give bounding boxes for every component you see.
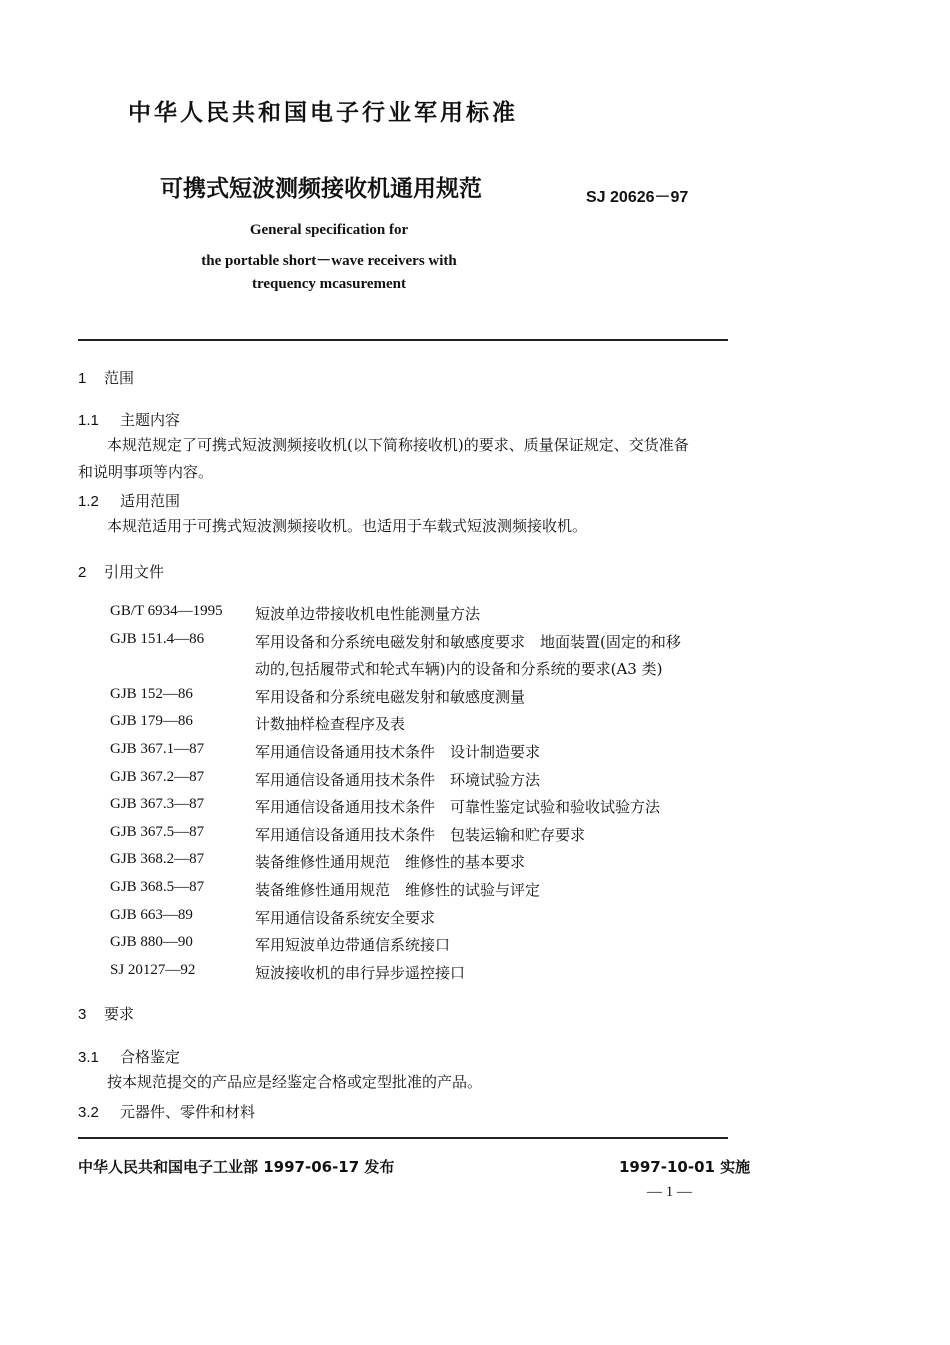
section-3-2-heading <box>78 1101 255 1122</box>
doc-title-cn: 可携式短波测频接收机通用规范 <box>160 176 482 202</box>
section-title: 范围 <box>104 369 135 387</box>
section-1-1-heading <box>78 409 180 430</box>
section-1-1-text-line-1: 本规范规定了可携式短波测频接收机(以下简称接收机)的要求、质量保证规定、交货准备 <box>107 436 689 454</box>
reference-code: GJB 880—90 <box>110 934 193 950</box>
doc-code: SJ 20626－97 <box>586 189 689 206</box>
footer-rule <box>78 1137 728 1139</box>
reference-title: 军用通信设备通用技术条件 环境试验方法 <box>255 771 541 789</box>
reference-title: 军用设备和分系统电磁发射和敏感度测量 <box>255 688 526 706</box>
reference-title: 装备维修性通用规范 维修性的基本要求 <box>255 853 526 871</box>
reference-code: GJB 151.4—86 <box>110 631 205 647</box>
doc-title-en-line-3: trequency mcasurement <box>252 276 406 292</box>
section-number: 1.2 <box>78 493 99 510</box>
section-number: 3 <box>78 1006 87 1023</box>
section-title: 适用范围 <box>120 492 181 510</box>
section-title: 引用文件 <box>104 563 165 581</box>
section-1-2-text: 本规范适用于可携式短波测频接收机。也适用于车载式短波测频接收机。 <box>107 517 588 535</box>
reference-code: GJB 663—89 <box>110 907 193 923</box>
section-title: 元器件、零件和材料 <box>120 1103 256 1121</box>
reference-title: 计数抽样检查程序及表 <box>255 715 406 733</box>
reference-title: 军用通信设备通用技术条件 可靠性鉴定试验和验收试验方法 <box>255 798 661 816</box>
section-number: 3.1 <box>78 1049 99 1066</box>
section-3-1-text: 按本规范提交的产品应是经鉴定合格或定型批准的产品。 <box>107 1073 483 1091</box>
reference-code: GJB 367.2—87 <box>110 769 205 785</box>
section-title: 要求 <box>104 1005 135 1023</box>
reference-code: GJB 367.5—87 <box>110 824 205 840</box>
standard-name: 中华人民共和国电子行业军用标准 <box>128 100 518 126</box>
section-1-1-text-line-2: 和说明事项等内容。 <box>78 463 214 481</box>
doc-title-en-line-1: General specification for <box>249 222 409 238</box>
reference-title: 短波接收机的串行异步遥控接口 <box>255 964 466 982</box>
section-1-2-heading <box>78 490 180 511</box>
issue-date: 中华人民共和国电子工业部 1997-06-17 发布 <box>78 1158 395 1176</box>
page-number: — 1 — <box>647 1184 692 1200</box>
section-number: 3.2 <box>78 1104 99 1121</box>
reference-title: 军用通信设备通用技术条件 包装运输和贮存要求 <box>255 826 586 844</box>
section-number: 2 <box>78 564 87 581</box>
reference-code: SJ 20127—92 <box>110 962 196 978</box>
reference-title: 军用通信设备通用技术条件 设计制造要求 <box>255 743 541 761</box>
section-3-heading <box>78 1003 134 1024</box>
reference-title: 短波单边带接收机电性能测量方法 <box>255 605 481 623</box>
doc-title-en-line-2: the portable short－wave receivers with <box>201 253 457 269</box>
reference-code: GJB 179—86 <box>110 713 193 729</box>
section-3-1-heading <box>78 1046 180 1067</box>
reference-code: GJB 368.2—87 <box>110 851 205 867</box>
section-title: 合格鉴定 <box>120 1048 181 1066</box>
section-number: 1.1 <box>78 412 99 429</box>
section-title: 主题内容 <box>120 411 181 429</box>
reference-code: GB/T 6934—1995 <box>110 603 223 619</box>
reference-code: GJB 367.1—87 <box>110 741 205 757</box>
section-number: 1 <box>78 370 87 387</box>
reference-title: 军用通信设备系统安全要求 <box>255 909 436 927</box>
reference-code: GJB 367.3—87 <box>110 796 205 812</box>
reference-title: 动的,包括履带式和轮式车辆)内的设备和分系统的要求(A3 类) <box>255 660 663 678</box>
reference-title: 军用设备和分系统电磁发射和敏感度要求 地面装置(固定的和移 <box>255 633 681 651</box>
reference-title: 军用短波单边带通信系统接口 <box>255 936 451 954</box>
reference-title: 装备维修性通用规范 维修性的试验与评定 <box>255 881 541 899</box>
section-2-heading <box>78 561 164 582</box>
header-rule <box>78 339 728 341</box>
effective-date: 1997-10-01 实施 <box>619 1158 751 1176</box>
reference-code: GJB 368.5—87 <box>110 879 205 895</box>
section-1-heading <box>78 367 134 388</box>
reference-code: GJB 152—86 <box>110 686 193 702</box>
